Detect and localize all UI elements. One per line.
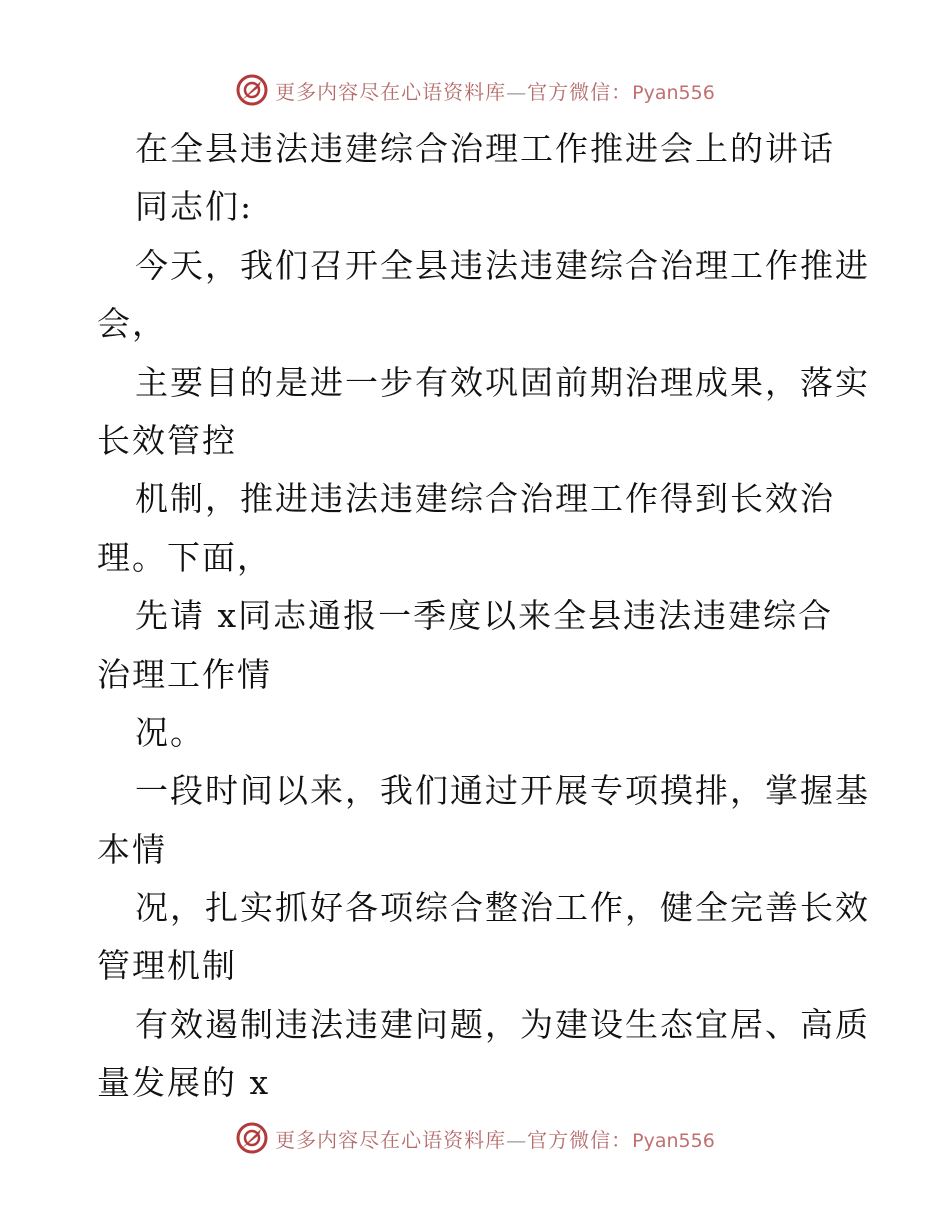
text-line: 在全县违法违建综合治理工作推进会上的讲话 [135, 129, 835, 168]
banner-dash: — [506, 1127, 528, 1152]
text-line: 主要目的是进一步有效巩固前期治理成果，落实 [135, 362, 870, 402]
text-line: 同志们: [135, 187, 254, 227]
text-line: 先请 x同志通报一季度以来全县违法违建综合 [135, 596, 834, 636]
footer-banner [0, 1118, 950, 1158]
text-line: 一段时间以来，我们通过开展专项摸排，掌握基 [135, 771, 870, 811]
banner-text [275, 1124, 715, 1153]
text-line: 量发展的 x [97, 1063, 271, 1103]
text-line: 理。下面， [97, 537, 272, 577]
banner-site-name: 更多内容尽在心语资料库 [275, 1127, 507, 1152]
banner-wechat-id: Pyan556 [632, 81, 715, 104]
text-line: 今天，我们召开全县违法违建综合治理工作推进 [135, 245, 870, 285]
text-line: 管理机制 [97, 946, 237, 986]
banner-wechat-id: Pyan556 [632, 1129, 715, 1152]
text-line: 况，扎实抓好各项综合整治工作，健全完善长效 [135, 888, 870, 928]
text-line: 长效管控 [97, 420, 237, 460]
banner-site-name: 更多内容尽在心语资料库 [275, 79, 507, 104]
logo-icon [235, 73, 269, 107]
text-line: 治理工作情 [97, 654, 272, 694]
text-line: 会， [97, 304, 167, 344]
banner-wechat-label: 官方微信： [527, 1127, 633, 1152]
header-banner [0, 70, 950, 110]
text-line: 机制，推进违法违建综合治理工作得到长效治 [135, 479, 835, 519]
banner-text [275, 76, 715, 105]
text-line: 有效遏制违法违建问题，为建设生态宜居、高质 [135, 1004, 870, 1044]
text-line: 本情 [97, 829, 167, 869]
banner-dash: — [506, 79, 528, 104]
text-line: 况。 [135, 712, 205, 752]
banner-wechat-label: 官方微信： [527, 79, 633, 104]
logo-icon [235, 1121, 269, 1155]
document-body [97, 120, 870, 1113]
